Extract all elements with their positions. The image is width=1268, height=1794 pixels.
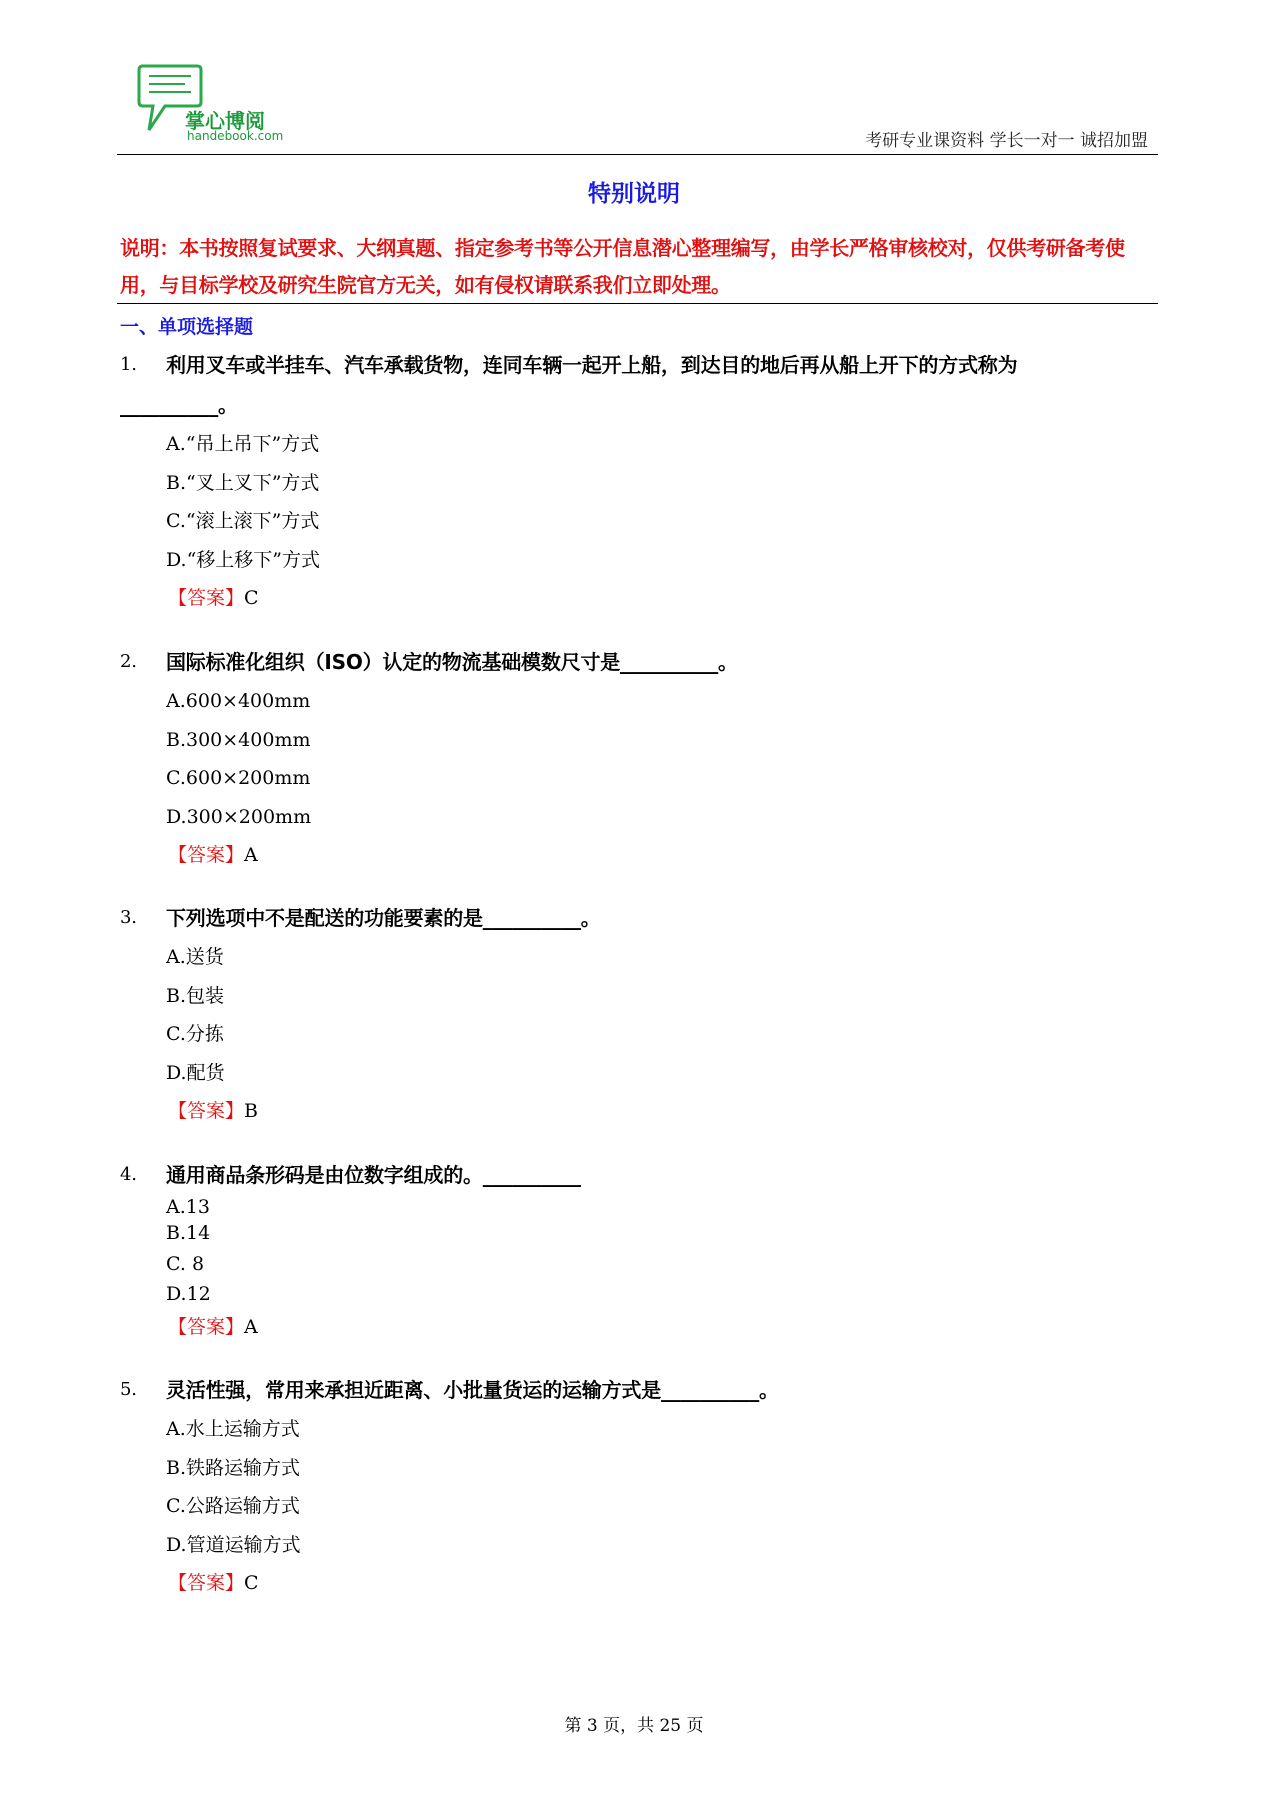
option: D.“移上移下”方式 (166, 548, 321, 571)
option: C. 8 (166, 1253, 205, 1275)
option: A.水上运输方式 (166, 1418, 300, 1440)
option: D.300×200mm (166, 805, 312, 828)
question-stem (120, 898, 1155, 938)
option: D.配货 (166, 1061, 225, 1084)
question-text: 下列选项中不是配送的功能要素的是__________。 (166, 906, 601, 930)
option: D.管道运输方式 (166, 1533, 301, 1556)
question-text: 灵活性强，常用来承担近距离、小批量货运的运输方式是__________。 (166, 1378, 779, 1402)
notice-text: 说明：本书按照复试要求、大纲真题、指定参考书等公开信息潜心整理编写，由学长严格审核校对，仅供考研备考使用，与目标学校及研究生院官方无关，如有侵权请联系我们立即处理。 (120, 236, 1125, 297)
question-number: 3. (120, 907, 137, 928)
answer (168, 1092, 1155, 1130)
option: C.600×200mm (166, 767, 311, 789)
logo-url: handebook.com (187, 129, 284, 143)
logo-name: 掌心博阅 (185, 109, 265, 133)
option: A.13 (166, 1196, 210, 1218)
question (120, 345, 1155, 617)
page-number: 第 3 页，共 25 页 (564, 1716, 704, 1736)
answer-label: 【答案】 (168, 1572, 245, 1594)
divider (117, 303, 1158, 304)
question-number: 5. (120, 1379, 137, 1400)
question-text: 国际标准化组织（ISO）认定的物流基础模数尺寸是__________。 (166, 650, 738, 674)
question-number: 4. (120, 1164, 137, 1185)
question-text: 利用叉车或半挂车、汽车承载货物，连同车辆一起开上船，到达目的地后再从船上开下的方式称为 (166, 353, 1018, 377)
question-stem (120, 1155, 1155, 1195)
question-text: 通用商品条形码是由位数字组成的。__________ (166, 1163, 581, 1187)
answer (168, 579, 1155, 617)
question (120, 1370, 1155, 1602)
answer (168, 1564, 1155, 1602)
answer-value: C (244, 587, 259, 609)
answer (168, 836, 1155, 874)
question (120, 898, 1155, 1130)
answer-value: A (244, 1315, 258, 1338)
page-header (117, 62, 1158, 155)
answer-label: 【答案】 (168, 587, 245, 609)
option: B.14 (166, 1221, 211, 1244)
logo (135, 62, 305, 146)
option: C.“滚上滚下”方式 (166, 510, 320, 532)
header-tagline: 考研专业课资料 学长一对一 诚招加盟 (865, 131, 1148, 151)
option: B.“叉上叉下”方式 (166, 471, 320, 494)
question-stem (120, 1370, 1155, 1410)
option: A.送货 (166, 946, 224, 968)
question-number: 1. (120, 354, 137, 375)
option: C.公路运输方式 (166, 1495, 300, 1517)
question-stem-continued (120, 385, 1155, 425)
option: D.12 (166, 1283, 211, 1305)
answer-label: 【答案】 (168, 1315, 245, 1338)
question-stem (120, 345, 1155, 385)
option: B.铁路运输方式 (166, 1456, 301, 1479)
question-text-continued: __________。 (120, 393, 238, 417)
option: C.分拣 (166, 1023, 224, 1045)
option: A.600×400mm (166, 690, 311, 712)
question-number: 2. (120, 651, 137, 672)
question (120, 1155, 1155, 1346)
option: B.300×400mm (166, 728, 311, 751)
page-title: 特别说明 (588, 181, 680, 207)
answer-value: B (244, 1100, 258, 1122)
answer-label: 【答案】 (168, 1100, 245, 1122)
option: A.“吊上吊下”方式 (166, 433, 320, 455)
answer-value: A (244, 844, 258, 866)
answer (168, 1308, 1155, 1346)
answer-value: C (244, 1572, 259, 1594)
answer-label: 【答案】 (168, 844, 245, 866)
section-title: 一、单项选择题 (120, 316, 254, 338)
option: B.包装 (166, 984, 225, 1007)
question-stem (120, 642, 1155, 682)
question (120, 642, 1155, 874)
